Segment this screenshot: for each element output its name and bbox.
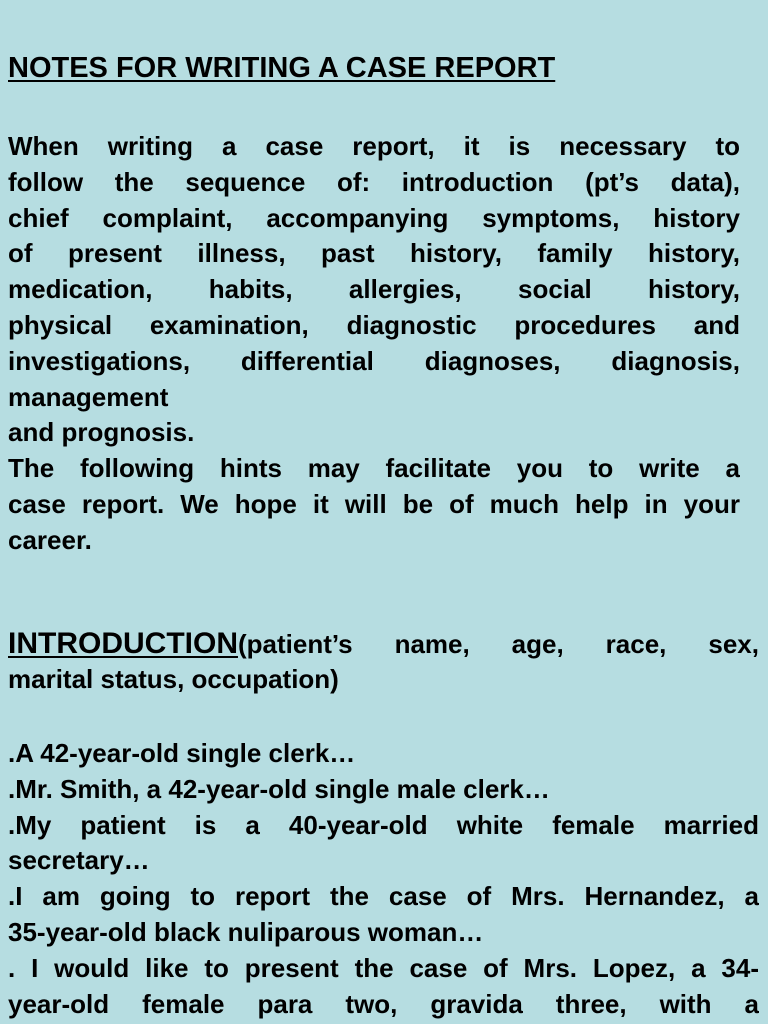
example-line: 35-year-old black nuliparous woman…: [8, 916, 484, 947]
intro-paragraph: [8, 129, 740, 559]
example-line: . I would like to present the case of Mrs. Lopez, a 34-: [8, 952, 759, 983]
paragraph-line: The following hints may facilitate you to write a: [8, 453, 740, 484]
introduction-section: [8, 626, 759, 698]
paragraph-line: case report. We hope it will be of much help in your: [8, 488, 740, 519]
example-line: .My patient is a 40-year-old white female married: [8, 809, 759, 840]
paragraph-line: management: [8, 381, 169, 412]
example-line: .I am going to report the case of Mrs. Hernandez, a: [8, 881, 759, 912]
paragraph-line: and prognosis.: [8, 417, 195, 448]
example-line: .A 42-year-old single clerk…: [8, 738, 356, 768]
introduction-heading: INTRODUCTION: [8, 627, 238, 660]
paragraph-line: chief complaint, accompanying symptoms, history: [8, 202, 740, 233]
introduction-heading-line: [8, 626, 759, 662]
introduction-heading-detail: (patient’s name, age, race, sex,: [237, 629, 759, 659]
paragraph-line: follow the sequence of: introduction (pt’s data),: [8, 166, 740, 197]
example-line: year-old female para two, gravida three, with a: [8, 988, 759, 1019]
paragraph-line: investigations, differential diagnoses, diagnosis,: [8, 345, 740, 376]
paragraph-line: When writing a case report, it is necessary to: [8, 131, 740, 161]
paragraph-line: medication, habits, allergies, social history,: [8, 274, 740, 305]
example-line: secretary…: [8, 845, 150, 876]
example-list: [8, 736, 759, 1022]
page-title: NOTES FOR WRITING A CASE REPORT: [8, 52, 556, 84]
introduction-detail-line: marital status, occupation): [8, 663, 339, 694]
paragraph-line: physical examination, diagnostic procedures and: [8, 309, 740, 340]
paragraph-line: of present illness, past history, family history,: [8, 238, 740, 269]
paragraph-line: career.: [8, 524, 92, 555]
example-line: .Mr. Smith, a 42-year-old single male clerk…: [8, 773, 550, 804]
